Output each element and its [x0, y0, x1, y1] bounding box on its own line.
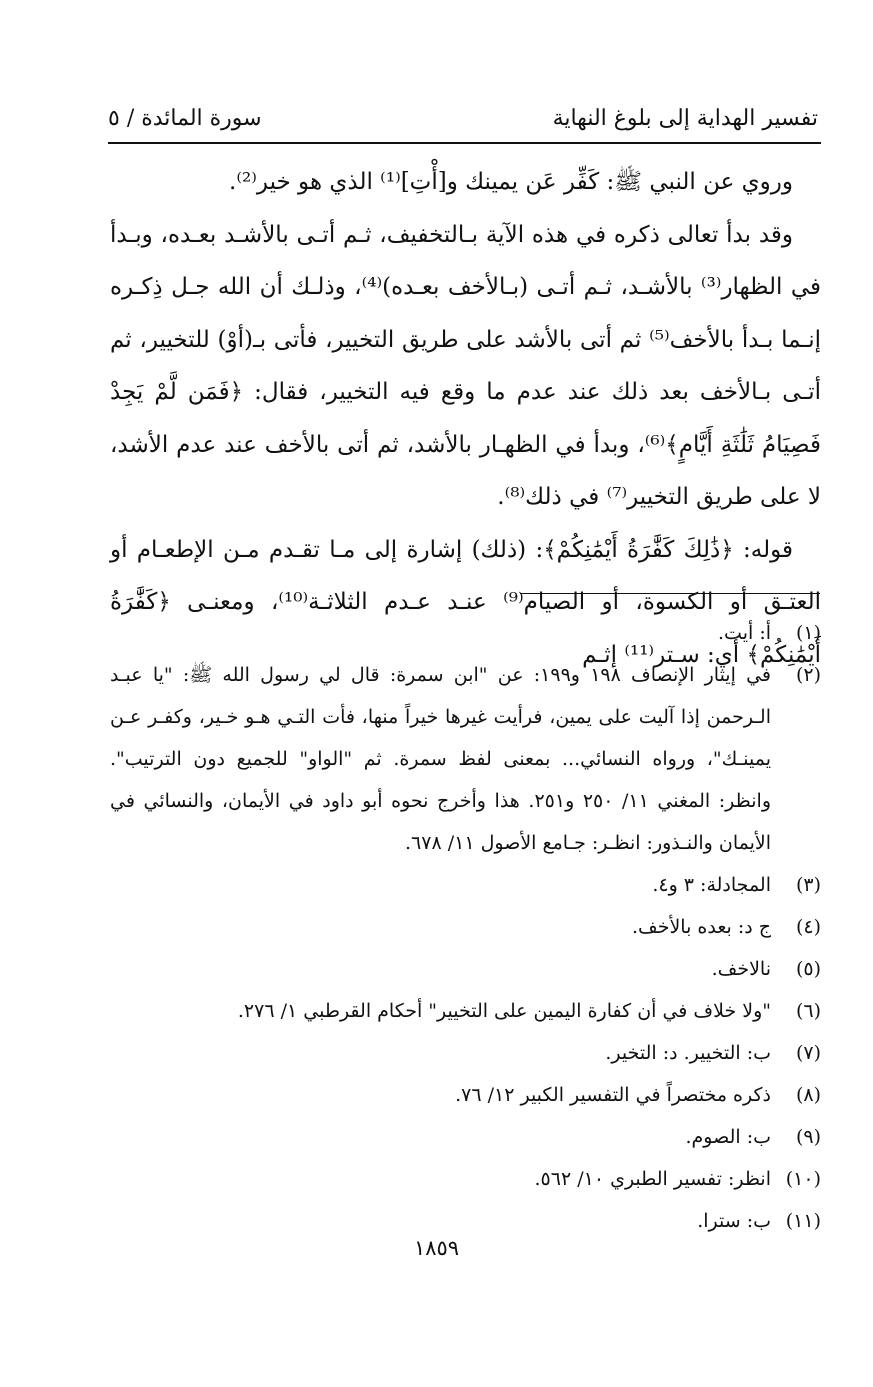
paragraph-1: وروي عن النبي ﷺ: كَفِّر عَن يمينك و[أْتِ]⁽¹⁾ الذي هو خير⁽²⁾.	[229, 169, 793, 195]
footnote-number: (٨)	[795, 1084, 821, 1106]
footnote-number: (١)	[795, 622, 821, 644]
footnote-item	[110, 654, 821, 864]
footnote-text: ج د: بعده بالأخف.	[632, 916, 771, 938]
footnote-text: "ولا خلاف في أن كفارة اليمين على التخيير" أحكام القرطبي ١/ ٢٧٦.	[237, 1000, 771, 1022]
footnote-item	[110, 1074, 821, 1116]
surah-label: سورة المائدة / ٥	[108, 105, 262, 131]
footnote-number: (٢)	[795, 664, 821, 686]
footnote-text: أ: أيت.	[718, 622, 771, 644]
footnote-item	[110, 906, 821, 948]
paragraph-2: وقد بدأ تعالى ذكره في هذه الآية بـالتخفيف، ثـم أتـى بالأشـد بعـده، وبـدأ في الظهار⁽³⁾ بالأشـد، ثـم أتـى (بـالأخف بعـده)⁽⁴⁾، وذلـك أن الله جـل ذِكـره إنـما بـدأ بالأخف⁽⁵⁾ ثم أتى بالأشد على طريق التخيير، فأتى بـ(أوْ) للتخيير، ثم أتـى بـالأخف بعد ذلك عند عدم ما وقع فيه التخيير، فقال: ﴿فَمَن لَّمْ يَجِدْ فَصِيَامُ ثَلَٰثَةِ أَيَّامٍ﴾⁽⁶⁾، وبدأ في الظهـار بالأشد، ثم أتى بالأخف عند عدم الأشد، لا على طريق التخيير⁽⁷⁾ في ذلك⁽⁸⁾.	[110, 221, 822, 510]
paragraph-3: قوله: ﴿ذَٰلِكَ كَفَّٰرَةُ أَيْمَٰنِكُمْ﴾: (ذلك) إشارة إلى مـا تقـدم مـن الإطعـام أو العتـق أو الكسوة، أو الصيام⁽⁹⁾ عنـد عـدم الثلاثـة⁽¹⁰⁾، ومعنـى ﴿كَفَّٰرَةُ أَيْمَٰنِكُمْ﴾ أي: سـتر⁽¹¹⁾ إثـم	[110, 536, 822, 668]
footnote-text: ذكره مختصراً في التفسير الكبير ١٢/ ٧٦.	[455, 1084, 771, 1106]
page-number: ١٨٥٩	[413, 1236, 460, 1260]
footnote-number: (٩)	[795, 1126, 821, 1148]
footnote-text: ب: الصوم.	[685, 1126, 771, 1148]
book-title: تفسير الهداية إلى بلوغ النهاية	[552, 105, 818, 131]
main-text	[110, 156, 821, 681]
footnote-item	[110, 612, 821, 654]
footnote-number: (٥)	[795, 958, 821, 980]
footnote-number: (٧)	[795, 1042, 821, 1064]
running-header	[108, 100, 818, 136]
footnote-item	[110, 1032, 821, 1074]
footnote-text: في إيثار الإنصاف ١٩٨ و١٩٩: عن "ابن سمرة: قال لي رسول الله ﷺ: "يا عبـد الـرحمن إذا آليت على يمين، فرأيت غيرها خيراً منها، فأت التـي هـو خـير، وكفـر عـن يمينـك"، ورواه النسائي... بمعنى لفظ سمرة. ثم "الواو" للجميع دون الترتيب". وانظر: المغني ١١/ ٢٥٠ و٢٥١. هذا وأخرج نحوه أبو داود في الأيمان، والنسائي في الأيمان والنـذور: انظـر: جـامع الأصول ١١/ ٦٧٨.	[110, 664, 771, 854]
footnote-item	[110, 948, 821, 990]
footnote-item	[110, 864, 821, 906]
footnote-text: ب: التخيير. د: التخير.	[605, 1042, 771, 1064]
footnote-text: ب: سترا.	[697, 1210, 771, 1232]
footnote-item	[110, 1158, 821, 1200]
footnote-text: نالاخف.	[711, 958, 771, 980]
footnote-number: (١٠)	[785, 1168, 821, 1190]
footnote-text: انظر: تفسير الطبري ١٠/ ٥٦٢.	[534, 1168, 771, 1190]
footnote-item	[110, 990, 821, 1032]
header-rule	[108, 142, 821, 144]
footnote-number: (٣)	[795, 874, 821, 896]
footnote-number: (٦)	[795, 1000, 821, 1022]
footnote-text: المجادلة: ٣ و٤.	[652, 874, 771, 896]
footnote-number: (٤)	[795, 916, 821, 938]
footnote-separator	[520, 593, 820, 594]
footnotes	[110, 612, 821, 1242]
footnote-item	[110, 1116, 821, 1158]
footnote-number: (١١)	[785, 1210, 821, 1232]
